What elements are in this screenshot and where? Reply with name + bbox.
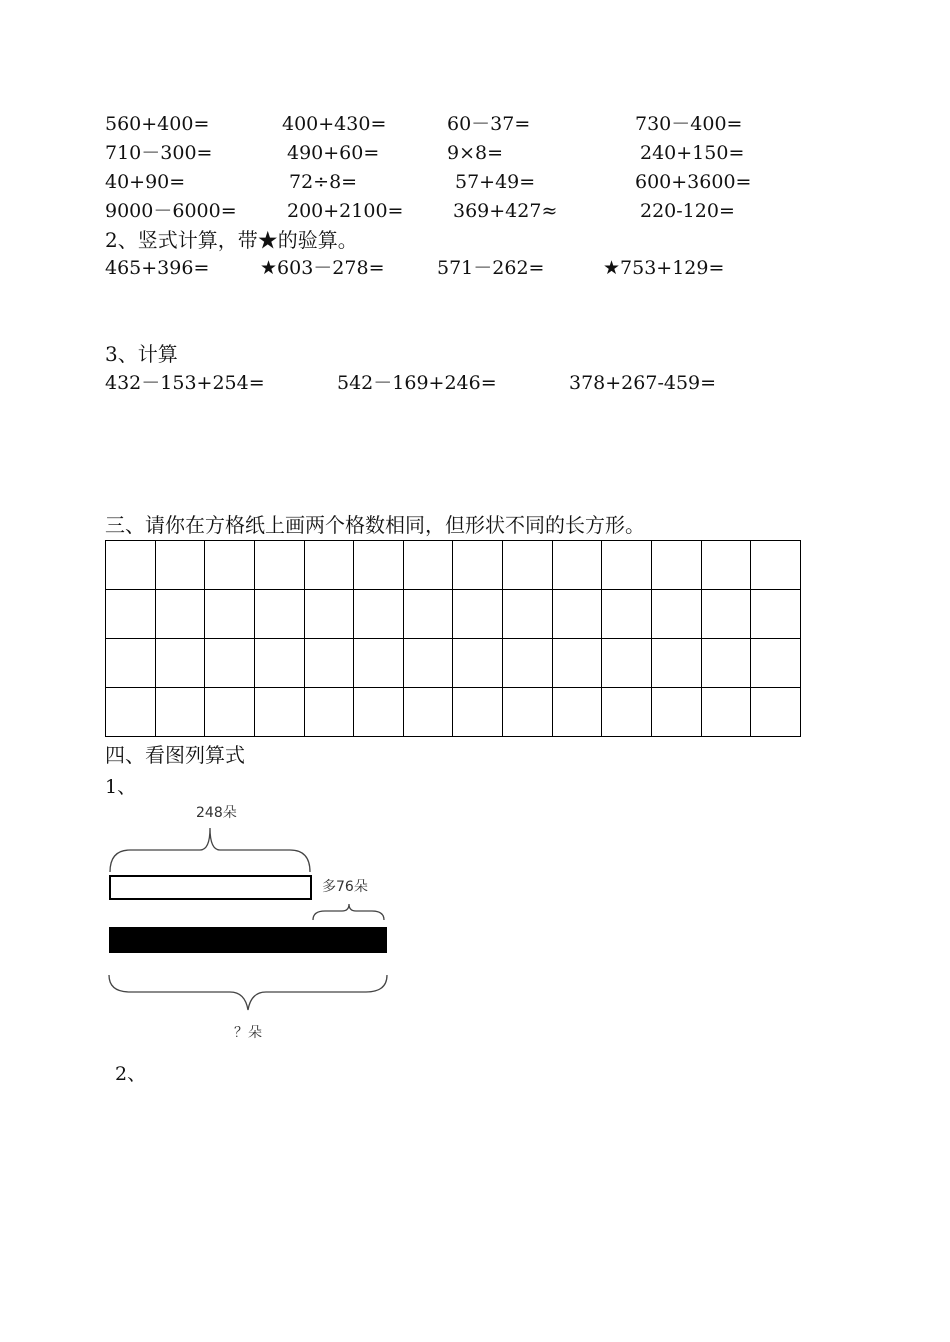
bottom-brace — [109, 975, 387, 1010]
oral-item: 240+150= — [640, 142, 745, 164]
oral-item: 72÷8= — [289, 171, 358, 193]
total-label: ？朵 — [234, 1025, 262, 1041]
grid-cell[interactable] — [652, 590, 702, 639]
grid-cell[interactable] — [205, 639, 255, 688]
grid-cell[interactable] — [205, 688, 255, 737]
oral-item: 9×8= — [447, 142, 504, 164]
grid-cell[interactable] — [751, 541, 801, 590]
oral-item: 220-120= — [640, 200, 735, 222]
grid-cell[interactable] — [602, 541, 652, 590]
grid-cell[interactable] — [652, 639, 702, 688]
grid-cell[interactable] — [553, 541, 603, 590]
grid-cell[interactable] — [305, 541, 355, 590]
part-3-title: 三、请你在方格纸上画两个格数相同，但形状不同的长方形。 — [105, 513, 645, 537]
grid-cell[interactable] — [354, 688, 404, 737]
grid-cell[interactable] — [106, 541, 156, 590]
grid-cell[interactable] — [702, 590, 752, 639]
oral-item: 57+49= — [455, 171, 536, 193]
vertical-calc-item: 465+396= — [105, 257, 210, 279]
vertical-calc-item: 571－262= — [437, 257, 545, 279]
grid-cell[interactable] — [404, 590, 454, 639]
oral-item: 600+3600= — [635, 171, 752, 193]
more-label: 多76朵 — [322, 879, 368, 895]
bar-diagram — [100, 800, 400, 1050]
grid-cell[interactable] — [751, 688, 801, 737]
calc-item: 542－169+246= — [337, 372, 497, 394]
grid-cell[interactable] — [553, 688, 603, 737]
white-bar — [110, 876, 311, 899]
grid-cell[interactable] — [751, 590, 801, 639]
grid-cell[interactable] — [652, 688, 702, 737]
oral-item: 60－37= — [447, 113, 531, 135]
oral-item: 490+60= — [287, 142, 380, 164]
oral-item: 730－400= — [635, 113, 743, 135]
oral-item: 9000－6000= — [105, 200, 237, 222]
grid-cell[interactable] — [503, 639, 553, 688]
grid-cell[interactable] — [106, 639, 156, 688]
section-2-title: 2、竖式计算，带★的验算。 — [105, 228, 358, 252]
top-brace — [110, 828, 310, 872]
grid-cell[interactable] — [255, 688, 305, 737]
grid-cell[interactable] — [503, 541, 553, 590]
oral-item: 200+2100= — [287, 200, 404, 222]
grid-cell[interactable] — [503, 590, 553, 639]
grid-cell[interactable] — [453, 639, 503, 688]
black-bar — [109, 927, 387, 953]
part-4-title: 四、看图列算式 — [105, 743, 245, 767]
grid-cell[interactable] — [354, 639, 404, 688]
grid-cell[interactable] — [453, 541, 503, 590]
vertical-calc-item: ★603－278= — [260, 257, 385, 279]
grid-cell[interactable] — [404, 541, 454, 590]
grid-cell[interactable] — [553, 590, 603, 639]
calc-item: 432－153+254= — [105, 372, 265, 394]
grid-cell[interactable] — [602, 639, 652, 688]
grid-cell[interactable] — [305, 590, 355, 639]
grid-cell[interactable] — [553, 639, 603, 688]
grid-paper[interactable] — [105, 540, 801, 737]
oral-item: 400+430= — [282, 113, 387, 135]
grid-cell[interactable] — [255, 541, 305, 590]
grid-cell[interactable] — [156, 639, 206, 688]
grid-cell[interactable] — [255, 639, 305, 688]
question-1-number: 1、 — [105, 776, 137, 798]
grid-cell[interactable] — [106, 688, 156, 737]
grid-cell[interactable] — [354, 541, 404, 590]
grid-cell[interactable] — [255, 590, 305, 639]
difference-brace — [313, 904, 384, 920]
grid-cell[interactable] — [404, 688, 454, 737]
top-brace-label: 248朵 — [196, 805, 237, 821]
grid-cell[interactable] — [305, 639, 355, 688]
grid-cell[interactable] — [156, 590, 206, 639]
grid-cell[interactable] — [602, 688, 652, 737]
vertical-calc-item: ★753+129= — [603, 257, 725, 279]
grid-cell[interactable] — [205, 590, 255, 639]
grid-cell[interactable] — [702, 541, 752, 590]
grid-cell[interactable] — [453, 688, 503, 737]
calc-item: 378+267-459= — [569, 372, 717, 394]
grid-cell[interactable] — [354, 590, 404, 639]
grid-cell[interactable] — [156, 688, 206, 737]
grid-cell[interactable] — [205, 541, 255, 590]
grid-cell[interactable] — [503, 688, 553, 737]
grid-cell[interactable] — [404, 639, 454, 688]
grid-cell[interactable] — [156, 541, 206, 590]
question-2-number: 2、 — [115, 1063, 147, 1085]
grid-cell[interactable] — [751, 639, 801, 688]
section-3-title: 3、计算 — [105, 342, 178, 366]
grid-cell[interactable] — [106, 590, 156, 639]
grid-cell[interactable] — [702, 639, 752, 688]
oral-item: 560+400= — [105, 113, 210, 135]
grid-cell[interactable] — [702, 688, 752, 737]
grid-cell[interactable] — [453, 590, 503, 639]
oral-item: 369+427≈ — [453, 200, 558, 222]
grid-cell[interactable] — [305, 688, 355, 737]
oral-item: 40+90= — [105, 171, 186, 193]
oral-item: 710－300= — [105, 142, 213, 164]
grid-cell[interactable] — [652, 541, 702, 590]
grid-cell[interactable] — [602, 590, 652, 639]
